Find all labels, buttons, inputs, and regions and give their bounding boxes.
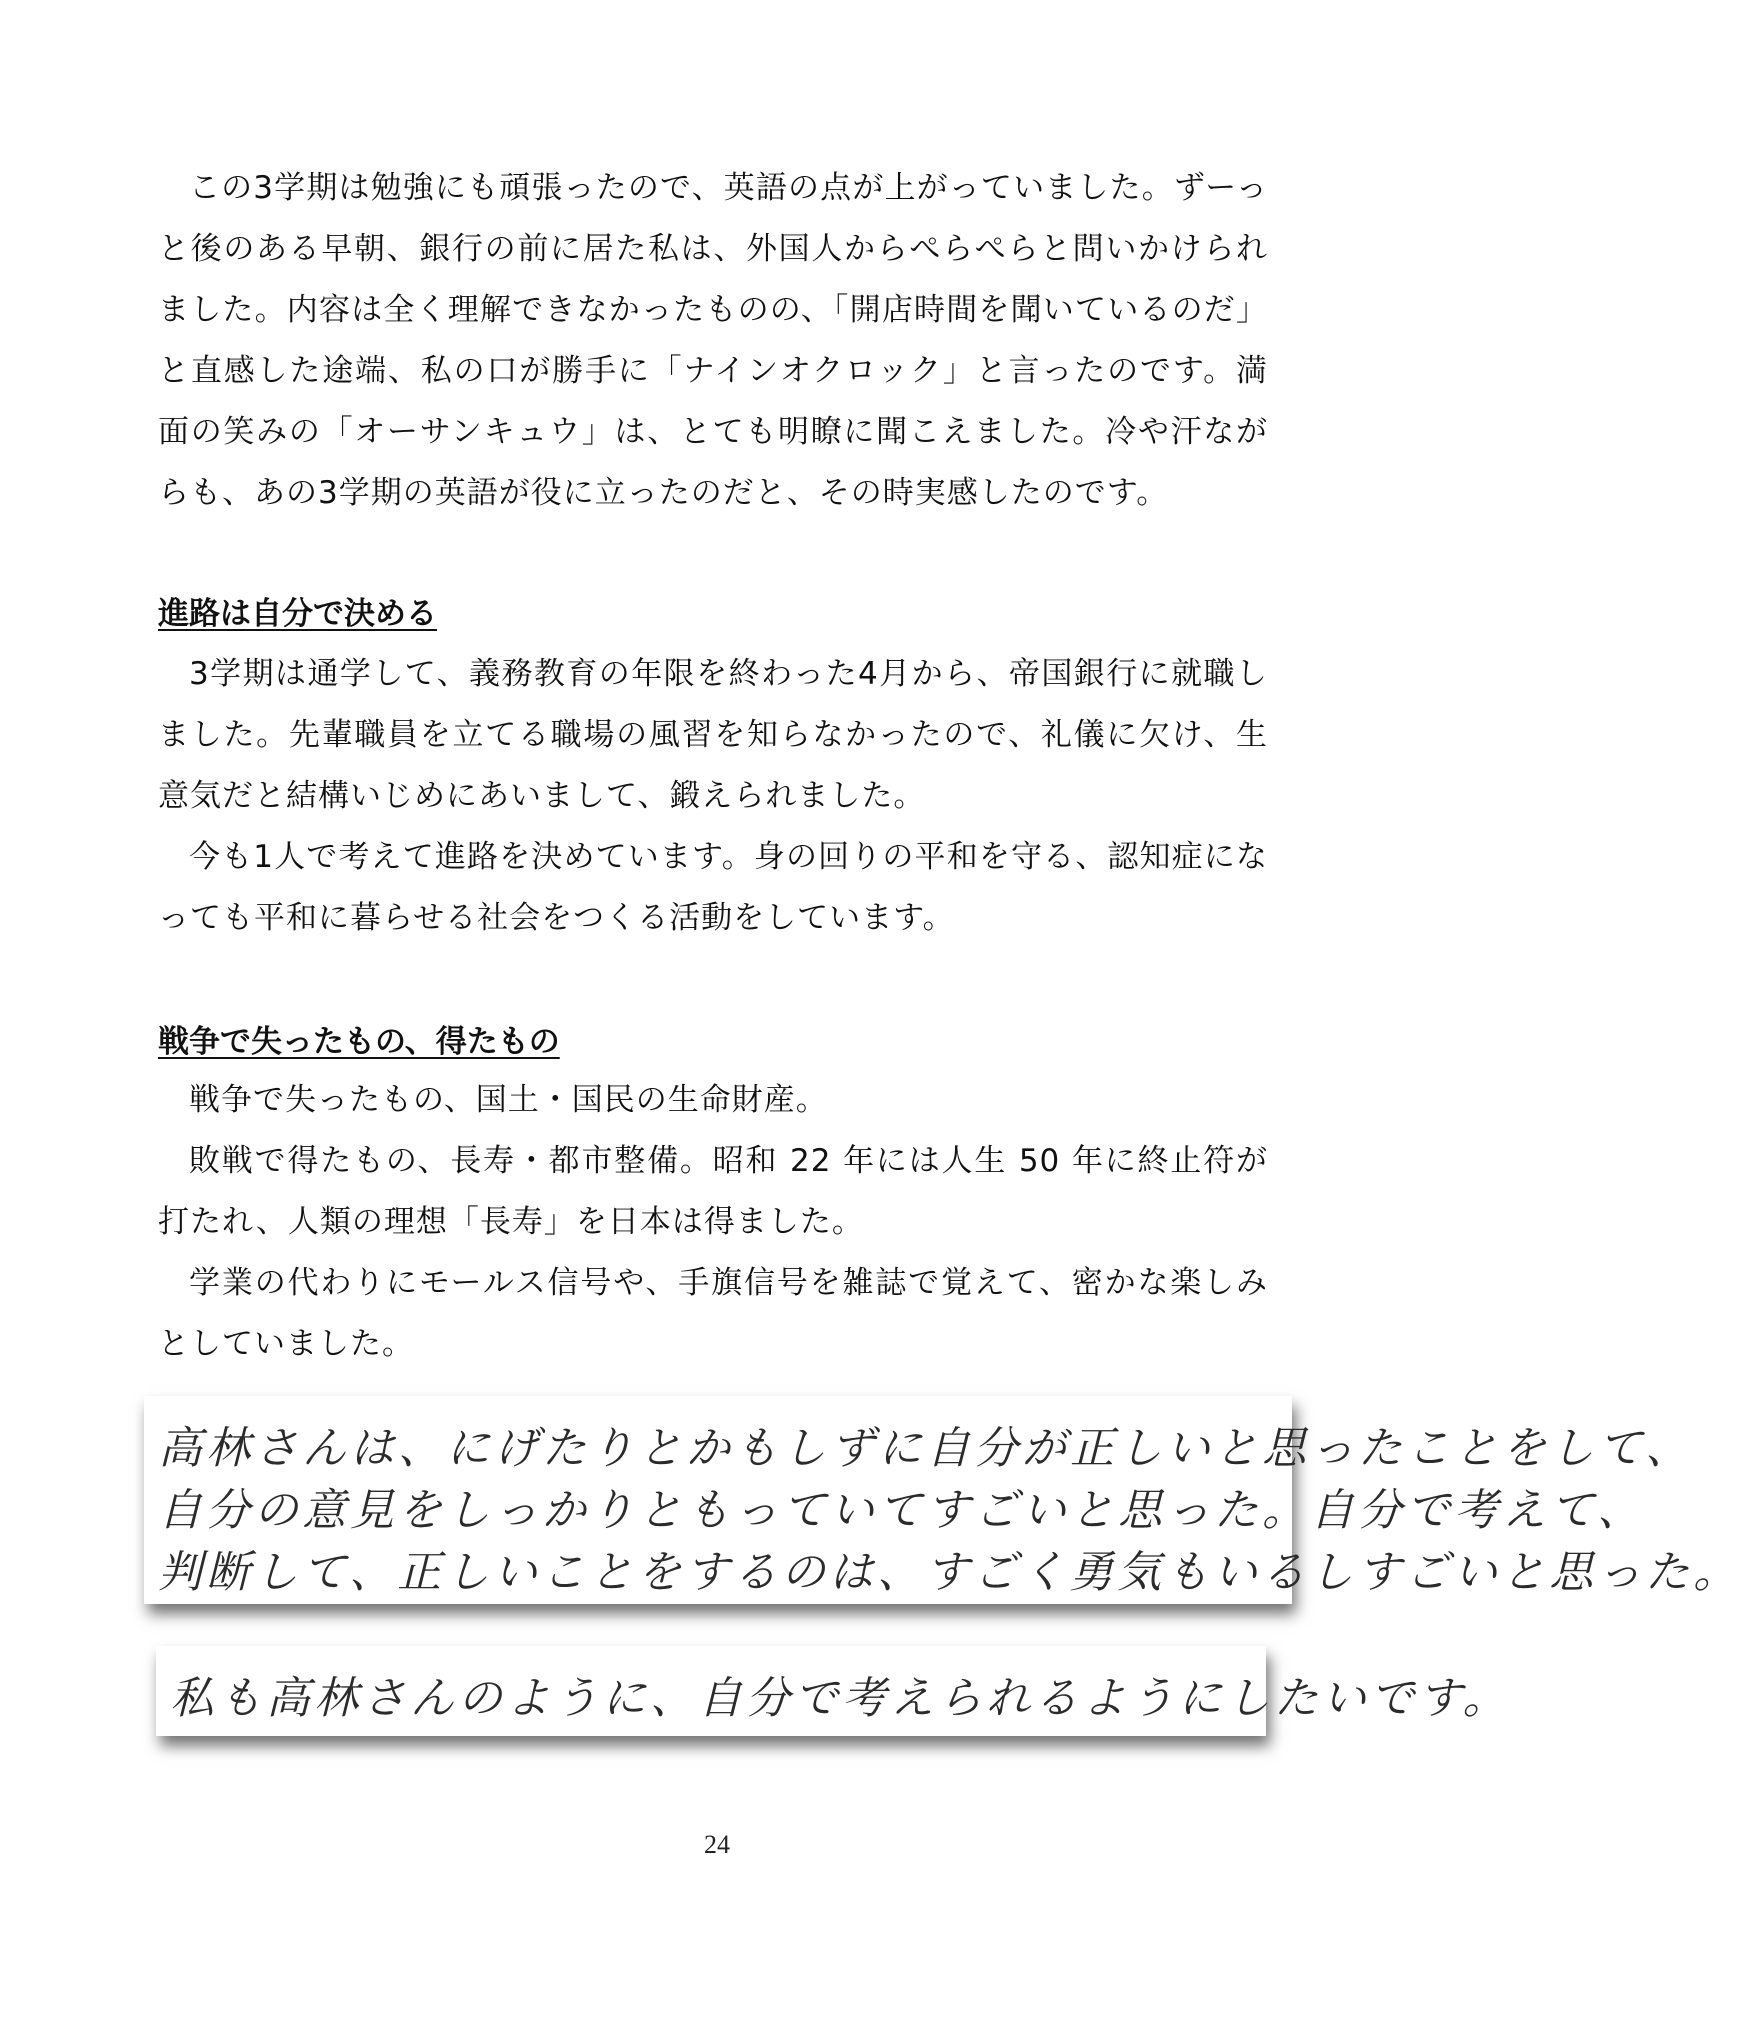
section-war-body [158,1070,1268,1375]
paragraph: 今も1人で考えて進路を決めています。身の回りの平和を守る、認知症になっても平和に暮らせる社会をつくる活動をしています。 [158,839,1268,936]
section-heading-career: 進路は自分で決める [158,596,437,632]
handwritten-line: 自分の意見をしっかりともっていてすごいと思った。自分で考えて、 [158,1485,1646,1536]
paragraph: 3学期は通学して、義務教育の年限を終わった4月から、帝国銀行に就職しました。先輩職員を立てる職場の風習を知らなかったので、礼儀に欠け、生意気だと結構いじめにあいまして、鍛えられました。 [158,656,1268,814]
handwritten-line: 判断して、正しいことをするのは、すごく勇気もいるしすごいと思った。 [158,1547,1741,1598]
section-heading-war: 戦争で失ったもの、得たもの [158,1024,560,1060]
paragraph: 戦争で失ったもの、国土・国民の生命財産。 [189,1082,828,1118]
paragraph: 敗戦で得たもの、長寿・都市整備。昭和 22 年には人生 50 年に終止符が打たれ、人類の理想「長寿」を日本は得ました。 [158,1143,1268,1240]
intro-paragraph [158,158,1268,524]
handwritten-line: 私も高林さんのように、自分で考えられるようにしたいです。 [170,1673,1511,1724]
section-career-body [158,644,1268,949]
paragraph: この3学期は勉強にも頑張ったので、英語の点が上がっていました。ずーっと後のある早朝、銀行の前に居た私は、外国人からぺらぺらと問いかけられました。内容は全く理解できなかったものの、「開店時間を聞いているのだ」と直感した途端、私の口が勝手に「ナインオクロック」と言ったのです。満面の笑みの「オーサンキュウ」は、とても明瞭に聞こえました。冷や汗ながらも、あの3学期の英語が役に立ったのだと、その時実感したのです。 [158,170,1268,511]
handwritten-note-2 [156,1646,1511,1736]
handwritten-line: 高林さんは、にげたりとかもしずに自分が正しいと思ったことをして、 [158,1423,1694,1474]
page-number: 24 [704,1830,730,1859]
paragraph: 学業の代わりにモールス信号や、手旗信号を雑誌で覚えて、密かな楽しみとしていました。 [158,1265,1268,1362]
handwritten-note-1 [144,1396,1741,1604]
